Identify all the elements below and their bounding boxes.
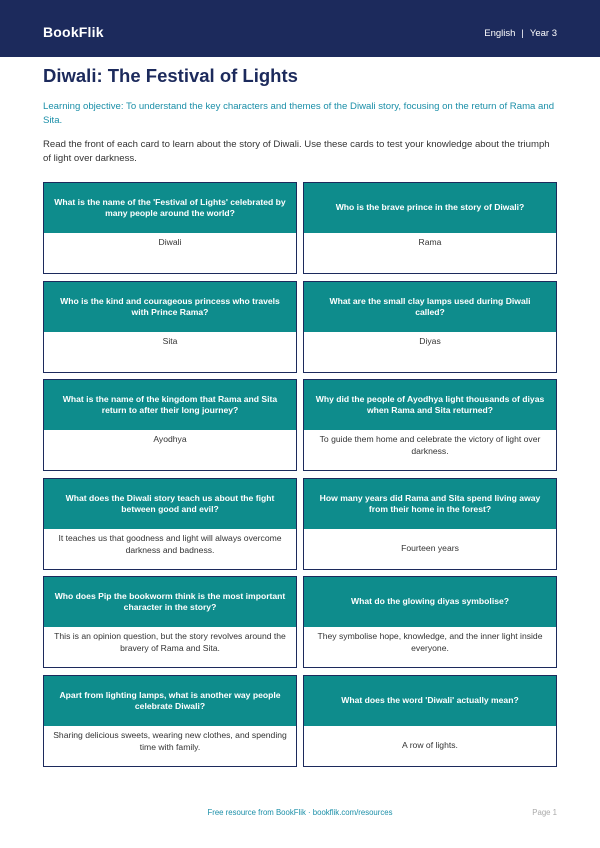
flashcard — [43, 182, 297, 274]
learning-objective: Learning objective: To understand the key characters and themes of the Diwali story, focusing on the return of Rama and Sita. — [43, 101, 555, 126]
card-answer: Fourteen years — [401, 543, 459, 554]
card-question: What is the name of the 'Festival of Lights' celebrated by many people around the world? — [44, 183, 296, 233]
card-answer: Diwali — [158, 237, 182, 247]
intro-text: Read the front of each card to learn about the story of Diwali. Use these cards to test your knowledge about the triumph of light over darkness. — [43, 139, 550, 164]
flashcard — [303, 281, 557, 373]
card-answer: This is an opinion question, but the story revolves around the bravery of Rama and Sita. — [54, 631, 286, 653]
page-number: Page 1 — [532, 808, 557, 817]
flashcard — [43, 379, 297, 471]
flashcard — [303, 182, 557, 274]
header-bar — [0, 0, 600, 57]
card-answer: They symbolise hope, knowledge, and the inner light inside everyone. — [317, 631, 543, 653]
flashcard — [303, 576, 557, 668]
card-answer: Sita — [162, 336, 178, 346]
card-answer: Sharing delicious sweets, wearing new clothes, and spending time with family. — [53, 730, 287, 752]
flashcard — [43, 478, 297, 570]
header-meta — [484, 28, 557, 39]
card-question: Who does Pip the bookworm think is the most important character in the story? — [44, 577, 296, 627]
card-question: What does the Diwali story teach us about the fight between good and evil? — [44, 479, 296, 529]
flashcard — [303, 379, 557, 471]
card-question: Who is the kind and courageous princess who travels with Prince Rama? — [44, 282, 296, 332]
card-question: What are the small clay lamps used during Diwali called? — [304, 282, 556, 332]
card-answer: Diyas — [419, 336, 441, 346]
card-question: What do the glowing diyas symbolise? — [304, 577, 556, 627]
card-answer: Ayodhya — [153, 434, 187, 444]
card-answer: To guide them home and celebrate the victory of light over darkness. — [319, 434, 541, 456]
card-question: How many years did Rama and Sita spend living away from their home in the forest? — [304, 479, 556, 529]
card-answer: A row of lights. — [402, 740, 458, 751]
flashcard — [43, 281, 297, 373]
flashcard — [303, 675, 557, 767]
card-answer: It teaches us that goodness and light will always overcome darkness and badness. — [58, 533, 282, 555]
language-label: English — [484, 28, 516, 39]
flashcard — [303, 478, 557, 570]
card-question: Apart from lighting lamps, what is another way people celebrate Diwali? — [44, 676, 296, 726]
card-question: What does the word 'Diwali' actually mean? — [304, 676, 556, 726]
card-question: Why did the people of Ayodhya light thousands of diyas when Rama and Sita returned? — [304, 380, 556, 430]
flashcard — [43, 576, 297, 668]
card-question: What is the name of the kingdom that Rama and Sita return to after their long journey? — [44, 380, 296, 430]
card-question: Who is the brave prince in the story of Diwali? — [304, 183, 556, 233]
page-title: Diwali: The Festival of Lights — [43, 65, 298, 86]
brand-logo[interactable]: BookFlik — [43, 24, 104, 40]
footer-link[interactable]: Free resource from BookFlik · bookflik.com/resources — [207, 808, 393, 817]
separator: | — [521, 28, 524, 39]
flashcard — [43, 675, 297, 767]
card-answer: Rama — [418, 237, 442, 247]
year-label: Year 3 — [529, 28, 557, 39]
